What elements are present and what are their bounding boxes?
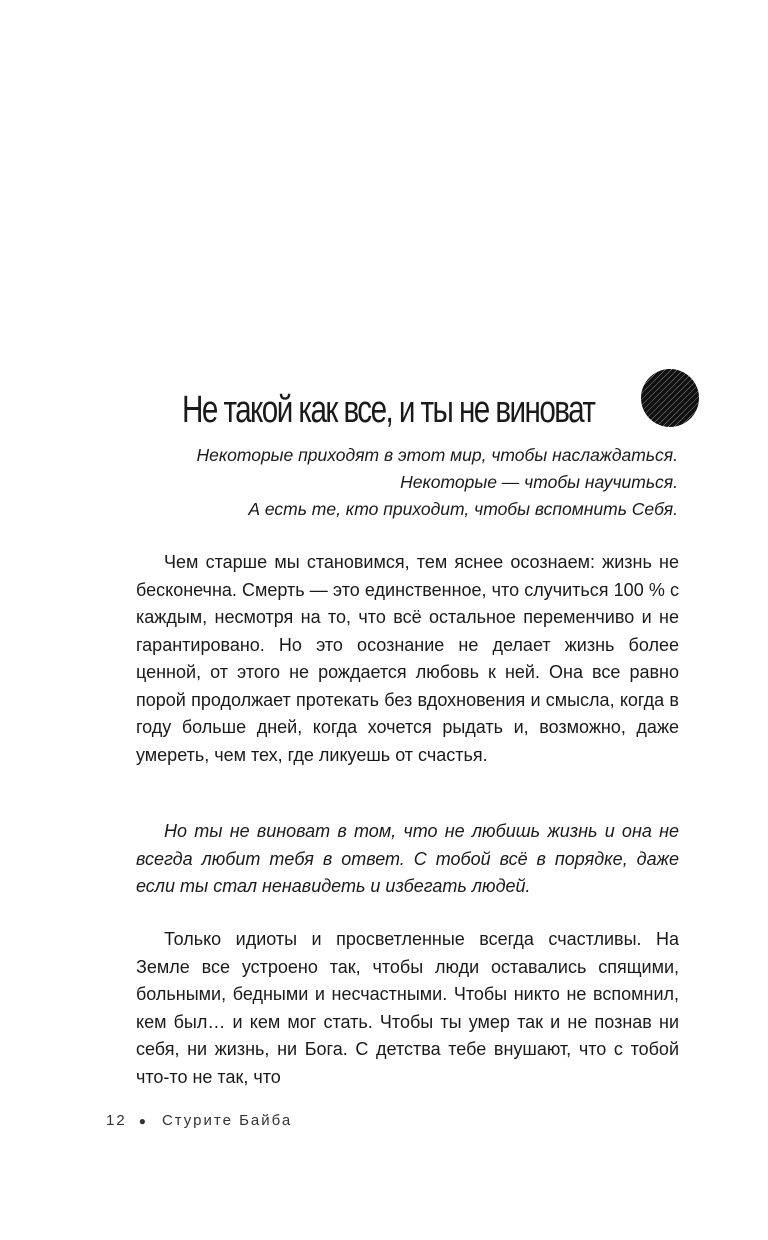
page-number: 12 <box>106 1112 127 1129</box>
epigraph-line: А есть те, кто приходит, чтобы вспомнить Себя. <box>248 499 678 519</box>
footer-bullet-icon: ● <box>138 1113 148 1128</box>
body-paragraph: Чем старше мы становимся, тем яснее осознаем: жизнь не бесконечна. Смерть — это единственное, что случиться 100 % с каждым, несмотря на то, что всё остальное переменчиво и не гарантировано. Но это осознание не делает жизнь более ценной, от этого не рождается любовь к ней. Она все равно порой продолжает протекать без вдохновения и смысла, когда в году больше дней, когда хочется рыдать и, возможно, даже умереть, чем тех, где ликуешь от счастья. <box>136 552 679 765</box>
page-footer <box>106 1112 292 1129</box>
body-paragraph-italic: Но ты не виноват в том, что не любишь жизнь и она не всегда любит тебя в ответ. С тобой всё в порядке, даже если ты стал ненавидеть и избегать людей. <box>136 821 679 896</box>
chapter-title: Не такой как все, и ты не виноват <box>182 389 595 431</box>
epigraph-line: Некоторые приходят в этот мир, чтобы наслаждаться. <box>196 445 678 465</box>
striped-circle-emblem-icon <box>640 368 700 428</box>
body-paragraph: Только идиоты и просветленные всегда счастливы. На Земле все устроено так, чтобы люди оставались спящими, больными, бедными и несчастными. Чтобы никто не вспомнил, кем был… и кем мог стать. Чтобы ты умер так и не познав ни себя, ни жизнь, ни Бога. С детства тебе внушают, что с тобой что-то не так, что <box>136 929 679 1087</box>
footer-author: Стурите Байба <box>161 1112 293 1129</box>
epigraph-line: Некоторые — чтобы научиться. <box>400 472 678 492</box>
emblem-stripe <box>640 368 700 428</box>
epigraph <box>118 442 678 523</box>
